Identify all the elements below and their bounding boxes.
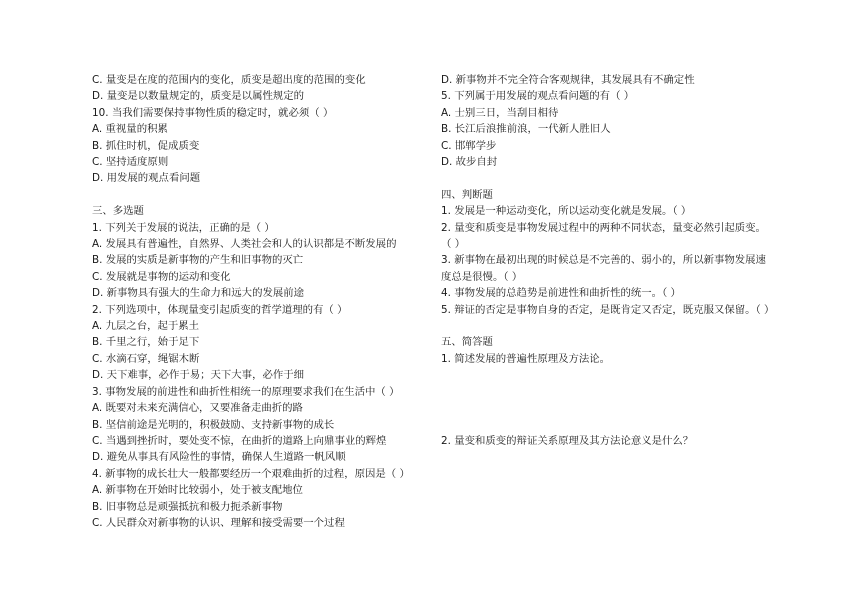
text-line: D. 用发展的观点看问题 [92,172,201,185]
text-line: 4. 事物发展的总趋势是前进性和曲折性的统一。（ ） [441,287,681,300]
text-line: D. 新事物具有强大的生命力和远大的发展前途 [92,287,305,300]
text-line: 五、简答题 [441,336,493,349]
text-line: 4. 新事物的成长壮大一般都要经历一个艰难曲折的过程，原因是（ ） [92,467,410,480]
text-line: C. 水滴石穿，绳锯木断 [92,352,200,365]
section-spacer [441,318,785,334]
text-line: A. 重视量的积累 [92,123,168,136]
text-line: B. 抓住时机，促成质变 [92,139,200,152]
text-line: C. 坚持适度原则 [92,156,169,169]
section-spacer [92,187,428,203]
text-line: （ ） [441,238,466,251]
text-line: A. 九层之台，起于累土 [92,320,200,333]
text-line: B. 发展的实质是新事物的产生和旧事物的灭亡 [92,254,304,267]
text-line: 2. 量变和质变的辩证关系原理及其方法论意义是什么？ [441,435,694,448]
text-line: C. 人民群众对新事物的认识、理解和接受需要一个过程 [92,516,345,529]
left-column [92,72,428,531]
text-line: C. 量变是在度的范围内的变化，质变是超出度的范围的变化 [92,74,366,86]
text-line: 2. 量变和质变是事物发展过程中的两种不同状态，量变必然引起质变。 [441,221,766,234]
text-line: 3. 事物发展的前进性和曲折性相统一的原理要求我们在生活中（ ） [92,385,400,398]
right-column [441,72,785,450]
text-line: A. 士别三日，当刮目相待 [441,106,559,119]
text-line: 1. 简述发展的普遍性原理及方法论。 [441,352,611,365]
text-line: B. 旧事物总是顽强抵抗和极力扼杀新事物 [92,500,283,513]
text-line: 10. 当我们需要保持事物性质的稳定时，就必须（ ） [92,106,334,119]
text-line: C. 发展就是事物的运动和变化 [92,270,231,283]
text-line: D. 避免从事具有风险性的事情，确保人生道路一帆风顺 [92,451,346,464]
text-line: C. 邯郸学步 [441,139,497,152]
text-line: D. 故步自封 [441,156,498,169]
section-spacer [441,170,785,186]
text-line: 三、多选题 [92,205,144,218]
text-line: 1. 下列关于发展的说法，正确的是（ ） [92,221,275,234]
text-line: B. 长江后浪推前浪，一代新人胜旧人 [441,123,611,136]
text-line: A. 既要对未来充满信心，又要准备走曲折的路 [92,402,303,415]
text-line: 度总是很慢。（ ） [441,270,523,283]
text-line: B. 千里之行，始于足下 [92,336,200,349]
text-line: B. 坚信前途是光明的，积极鼓励、支持新事物的成长 [92,418,335,431]
text-line: 1. 发展是一种运动变化，所以运动变化就是发展。（ ） [441,205,692,218]
text-line: D. 量变是以数量规定的，质变是以属性规定的 [92,90,305,103]
text-line: A. 发展具有普遍性，自然界、人类社会和人的认识都是不断发展的 [92,238,397,251]
text-line: 3. 新事物在最初出现的时候总是不完善的、弱小的，所以新事物发展速 [441,254,766,267]
text-line: 四、判断题 [441,188,493,201]
text-line: D. 天下难事，必作于易；天下大事，必作于细 [92,369,305,382]
text-line: 2. 下列选项中，体现量变引起质变的哲学道理的有（ ） [92,303,348,316]
text-line: D. 新事物并不完全符合客观规律，其发展具有不确定性 [441,74,695,86]
text-line: A. 新事物在开始时比较弱小，处于被支配地位 [92,484,303,497]
text-line: C. 当遇到挫折时，要处变不惊，在曲折的道路上向鼎事业的辉煌 [92,434,387,447]
text-line: 5. 辩证的否定是事物自身的否定，是既肯定又否定，既克服又保留。（ ） [441,303,775,316]
text-line: 5. 下列属于用发展的观点看问题的有（ ） [441,90,635,103]
answer-space [441,367,785,433]
